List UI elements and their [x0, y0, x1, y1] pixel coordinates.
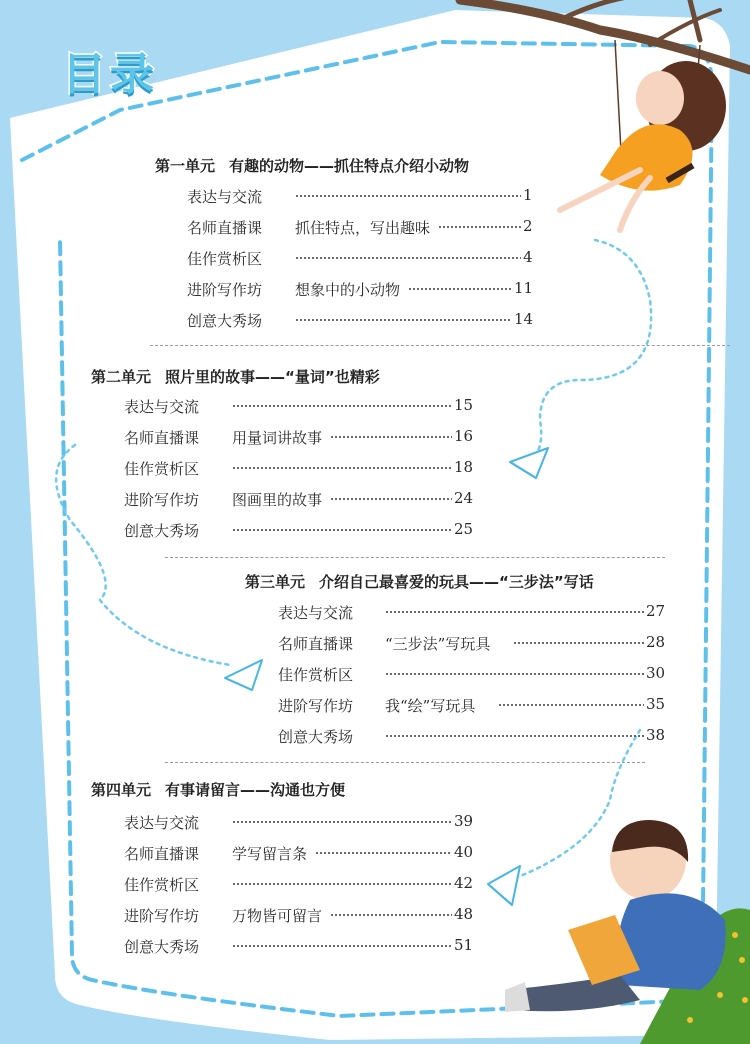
- section-subtitle: 图画里的故事: [232, 491, 323, 509]
- page-title: 目录: [62, 49, 158, 100]
- section-subtitle: “三步法”写玩具: [385, 635, 491, 653]
- section-name: 进阶写作坊: [124, 907, 200, 925]
- dot-leader: [232, 404, 452, 408]
- dot-leader: [330, 435, 452, 439]
- dot-leader: [330, 497, 452, 501]
- toc-entry[interactable]: [124, 812, 498, 834]
- unit-heading: [91, 779, 345, 800]
- dot-leader: [232, 528, 452, 532]
- toc-entry[interactable]: [124, 396, 498, 418]
- unit-number: 第二单元: [91, 368, 152, 386]
- section-name: 名师直播课: [124, 429, 200, 447]
- page-number: 11: [514, 279, 534, 297]
- toc-entry[interactable]: [124, 874, 498, 896]
- dot-leader: [385, 734, 644, 738]
- section-name: 创意大秀场: [124, 522, 200, 540]
- section-name: 佳作赏析区: [278, 666, 354, 684]
- dot-leader: [295, 194, 521, 198]
- page-number: 40: [454, 843, 474, 861]
- section-name: 表达与交流: [124, 814, 200, 832]
- dot-leader: [232, 820, 452, 824]
- page-number: 30: [646, 664, 666, 682]
- toc-entry[interactable]: [124, 843, 498, 865]
- section-subtitle: 万物皆可留言: [232, 907, 323, 925]
- section-name: 佳作赏析区: [124, 460, 200, 478]
- toc-entry[interactable]: [187, 248, 558, 270]
- toc-entry[interactable]: [124, 905, 498, 927]
- unit-number: 第四单元: [91, 781, 152, 799]
- section-name: 表达与交流: [278, 604, 354, 622]
- section-subtitle: 用量词讲故事: [232, 429, 323, 447]
- section-name: 创意大秀场: [124, 938, 200, 956]
- toc-entry[interactable]: [187, 279, 558, 301]
- page-number: 28: [646, 633, 666, 651]
- section-name: 表达与交流: [124, 398, 200, 416]
- dot-leader: [498, 703, 644, 707]
- page-number: 35: [646, 695, 666, 713]
- page-number: 42: [454, 874, 474, 892]
- toc-entry[interactable]: [124, 489, 498, 511]
- toc-entry[interactable]: [187, 186, 558, 208]
- dot-leader: [232, 944, 452, 948]
- dot-leader: [408, 287, 512, 291]
- toc-entry[interactable]: [278, 664, 690, 686]
- section-name: 佳作赏析区: [124, 876, 200, 894]
- section-name: 进阶写作坊: [278, 697, 354, 715]
- toc-entry[interactable]: [124, 520, 498, 542]
- page-number: 24: [454, 489, 474, 507]
- section-name: 名师直播课: [278, 635, 354, 653]
- page-number: 48: [454, 905, 474, 923]
- unit-number: 第三单元: [245, 573, 306, 591]
- unit-theme: 有事请留言——沟通也方便: [165, 781, 346, 799]
- section-name: 创意大秀场: [187, 312, 263, 330]
- page-number: 16: [454, 427, 474, 445]
- unit-number: 第一单元: [155, 157, 216, 175]
- section-name: 佳作赏析区: [187, 250, 263, 268]
- dot-leader: [513, 641, 644, 645]
- dot-leader: [315, 851, 452, 855]
- section-name: 表达与交流: [187, 188, 263, 206]
- unit-heading: [155, 155, 469, 176]
- dot-leader: [438, 225, 521, 229]
- unit-separator: [165, 762, 645, 763]
- unit-separator: [165, 557, 665, 558]
- unit-theme: 介绍自己最喜爱的玩具——“三步法”写话: [319, 573, 594, 591]
- section-subtitle: 抓住特点，写出趣味: [295, 219, 431, 237]
- toc-entry[interactable]: [278, 695, 690, 717]
- toc-entry[interactable]: [187, 310, 558, 332]
- toc-entry[interactable]: [124, 936, 498, 958]
- section-name: 名师直播课: [124, 845, 200, 863]
- unit-heading: [245, 571, 594, 592]
- page-number: 1: [523, 186, 533, 204]
- section-name: 进阶写作坊: [187, 281, 263, 299]
- toc-entry[interactable]: [278, 726, 690, 748]
- toc-entry[interactable]: [124, 458, 498, 480]
- toc-entry[interactable]: [124, 427, 498, 449]
- page-number: 15: [454, 396, 474, 414]
- section-subtitle: 我“绘”写玩具: [385, 697, 476, 715]
- dot-leader: [385, 610, 644, 614]
- toc-entry[interactable]: [278, 602, 690, 624]
- page-number: 25: [454, 520, 474, 538]
- unit-heading: [91, 366, 380, 387]
- toc-entry[interactable]: [187, 217, 558, 239]
- dot-leader: [232, 882, 452, 886]
- page-number: 39: [454, 812, 474, 830]
- page-number: 38: [646, 726, 666, 744]
- dot-leader: [295, 256, 521, 260]
- dot-leader: [385, 672, 644, 676]
- toc-entry[interactable]: [278, 633, 690, 655]
- section-name: 进阶写作坊: [124, 491, 200, 509]
- dot-leader: [330, 913, 452, 917]
- section-name: 名师直播课: [187, 219, 263, 237]
- page-number: 2: [523, 217, 533, 235]
- page-number: 27: [646, 602, 666, 620]
- page-number: 4: [523, 248, 533, 266]
- section-subtitle: 想象中的小动物: [295, 281, 401, 299]
- unit-theme: 有趣的动物——抓住特点介绍小动物: [229, 157, 470, 175]
- page-number: 18: [454, 458, 474, 476]
- unit-theme: 照片里的故事——“量词”也精彩: [165, 368, 380, 386]
- section-name: 创意大秀场: [278, 728, 354, 746]
- page-number: 14: [514, 310, 534, 328]
- unit-separator: [150, 345, 730, 346]
- section-subtitle: 学写留言条: [232, 845, 308, 863]
- dot-leader: [232, 466, 452, 470]
- page-number: 51: [454, 936, 474, 954]
- dot-leader: [295, 318, 512, 322]
